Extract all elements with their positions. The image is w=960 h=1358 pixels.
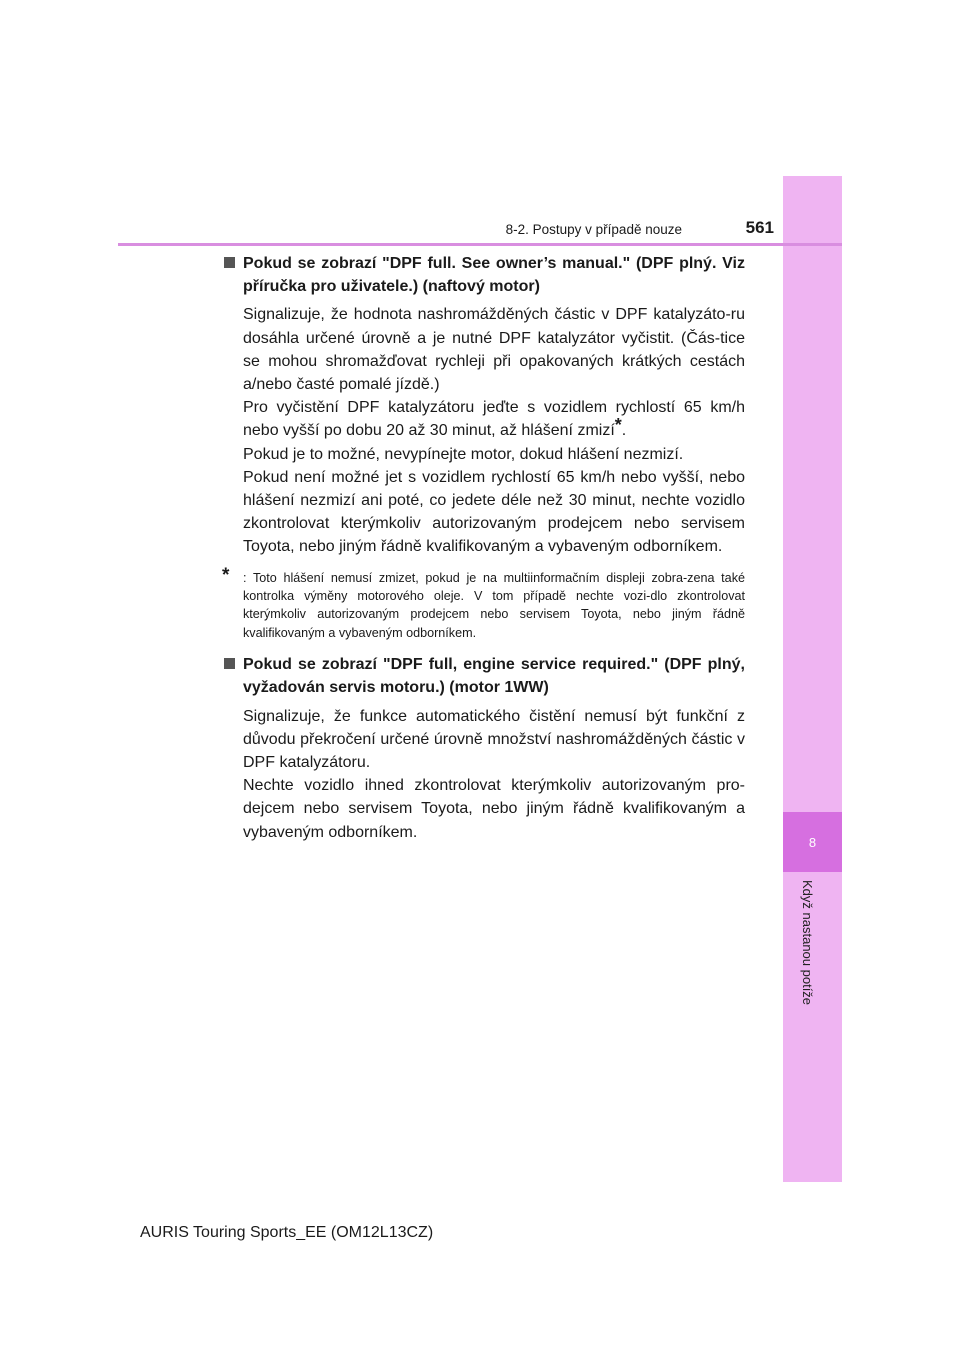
paragraph-text: Pro vyčistění DPF katalyzátoru jeďte s vozidlem rychlostí 65 km/h nebo vyšší po dobu 20 až 30 minut, až hlášení zmizí <box>243 399 745 440</box>
paragraph: Signalizuje, že funkce automatického čistění nemusí být funkční z důvodu překročení určené úrovně množství nashromážděných částic v DPF katalyzátoru. <box>243 707 745 772</box>
paragraph-end: . <box>621 422 627 440</box>
section-title: 8-2. Postupy v případě nouze <box>505 222 682 237</box>
paragraph: Pokud není možné jet s vozidlem rychlostí 65 km/h nebo vyšší, nebo hlášení nezmizí ani poté, co jedete déle než 30 minut, nechte vozidlo zkontrolovat kterýmkoliv autorizovaným prodejcem nebo servisem Toyota, nebo jiným řádně kvalifikovaným a vybaveným odborníkem. <box>243 468 745 556</box>
paragraph <box>222 396 745 442</box>
heading-text: Pokud se zobrazí "DPF full. See owner’s manual." (DPF plný. Viz příručka pro uživatele.) (naftový motor) <box>243 255 745 296</box>
block-heading <box>222 252 745 298</box>
footnote-mark: * <box>222 564 230 586</box>
heading-text: Pokud se zobrazí "DPF full, engine service required." (DPF plný, vyžadován servis motoru.) (motor 1WW) <box>243 656 745 697</box>
footer-model: AURIS Touring Sports_EE (OM12L13CZ) <box>140 1224 434 1241</box>
square-bullet-icon <box>224 257 235 268</box>
chapter-number: 8 <box>783 812 842 872</box>
block-dpf-service <box>222 653 745 844</box>
block-dpf-full <box>222 252 745 559</box>
paragraph: Pokud je to možné, nevypínejte motor, dokud hlášení nezmizí. <box>243 445 684 463</box>
page-number: 561 <box>745 218 774 237</box>
chapter-side-tab <box>783 176 842 1182</box>
footnote-text: : Toto hlášení nemusí zmizet, pokud je na multiinformačním displeji zobra-zena také kontrolka výměny motorového oleje. V tom případě nechte vozi-dlo zkontrolovat kterýmkoliv autorizovaným prodejcem nebo servisem Toyota, nebo jiným řádně kvalifikovaným a vybaveným odborníkem. <box>243 570 745 640</box>
page-content <box>222 252 745 844</box>
square-bullet-icon <box>224 658 235 669</box>
paragraph: Nechte vozidlo ihned zkontrolovat kterýmkoliv autorizovaným pro-dejcem nebo servisem Toyota, nebo jiným řádně kvalifikovaným a vybaveným odborníkem. <box>243 777 745 841</box>
chapter-title: Když nastanou potíže <box>800 880 815 1006</box>
footnote-reference: * <box>614 415 622 436</box>
block-heading <box>222 653 745 699</box>
header-rule <box>118 243 842 246</box>
footnote <box>222 564 745 643</box>
paragraph: Signalizuje, že hodnota nashromážděných částic v DPF katalyzáto-ru dosáhla určené úrovně a je nutné DPF katalyzátor vyčistit. (Čás-tice se mohou shromažďovat rychleji při opakovaných krátkých cestách a/nebo časté pomalé jízdě.) <box>243 306 745 394</box>
